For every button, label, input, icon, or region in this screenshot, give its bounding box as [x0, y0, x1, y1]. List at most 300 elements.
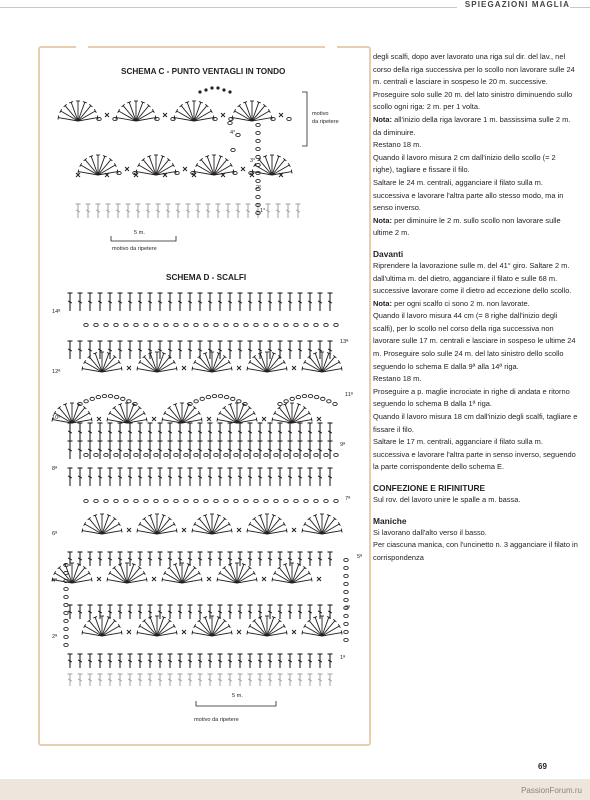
stitch-symbol [298, 441, 303, 459]
chain-symbol [97, 117, 101, 120]
stitch-symbol [288, 674, 293, 686]
fan-stitch [315, 515, 322, 534]
chain-symbol [204, 499, 208, 502]
stitch-symbol [288, 423, 293, 441]
fan-stitch-top [272, 353, 276, 354]
stitch-symbol [226, 204, 231, 218]
stitch-symbol [68, 293, 73, 311]
chain-symbol [224, 323, 228, 326]
fan-stitch [72, 564, 79, 583]
fan-stitch-top [242, 564, 246, 565]
fan-stitch [212, 617, 219, 636]
chain-symbol [228, 121, 232, 124]
stitch-symbol [98, 468, 103, 486]
fan-stitch [95, 353, 102, 372]
chain-symbol [214, 323, 218, 326]
chain-symbol [155, 117, 159, 120]
stitch-symbol [68, 441, 73, 459]
chain-symbol [244, 453, 248, 456]
chain-symbol [96, 395, 100, 398]
stitch-symbol [168, 605, 173, 619]
stitch-symbol [178, 441, 183, 459]
stitch-symbol [268, 674, 273, 686]
stitch-symbol [128, 441, 133, 459]
stitch-symbol [128, 605, 133, 619]
fan-stitch-top [313, 353, 317, 354]
stitch-symbol [198, 674, 203, 686]
fan-stitch-top [78, 170, 79, 174]
stitch-symbol [198, 468, 203, 486]
chain-symbol [233, 171, 237, 174]
fan-stitch-top [256, 578, 257, 582]
fan-stitch [95, 515, 102, 534]
chain-symbol [256, 179, 260, 182]
fan-stitch-top [176, 367, 177, 371]
fan-stitch-top [313, 515, 317, 516]
fan-stitch-top [91, 418, 92, 422]
stitch-symbol [228, 293, 233, 311]
fan-stitch [71, 102, 78, 121]
note-label: Nota: [373, 114, 393, 124]
stitch-symbol [128, 654, 133, 668]
stitch-symbol [238, 423, 243, 441]
fan-stitch [267, 617, 274, 636]
stitch-symbol [158, 468, 163, 486]
paragraph: Quando il lavoro misura 18 cm dall'inizio degli scalfi, tagliare e fissare il filo. [373, 412, 578, 434]
stitch-symbol [158, 552, 163, 566]
stitch-symbol [318, 552, 323, 566]
fan-stitch-top [69, 102, 73, 103]
chain-symbol [264, 323, 268, 326]
fan-stitch [205, 617, 212, 636]
stitch-symbol [118, 423, 123, 441]
stitch-symbol [158, 341, 163, 359]
stitch-symbol [228, 674, 233, 686]
chain-symbol [144, 323, 148, 326]
fan-stitch-top [93, 515, 97, 516]
fan-stitch-top [313, 617, 317, 618]
bold-dot [204, 88, 207, 91]
chain-symbol [304, 453, 308, 456]
stitch-symbol [88, 423, 93, 441]
fan-stitch-top [137, 631, 138, 635]
chain-symbol [321, 397, 325, 400]
fan-stitch [285, 404, 292, 423]
stitch-symbol [308, 423, 313, 441]
stitch-symbol [298, 674, 303, 686]
chain-symbol [164, 453, 168, 456]
single-crochet-symbol [292, 528, 296, 532]
chain-symbol [121, 397, 125, 400]
fan-stitch-top [286, 367, 287, 371]
chain-symbol [114, 453, 118, 456]
stitch-symbol [78, 293, 83, 311]
stitch-symbol [268, 605, 273, 619]
stitch-symbol [218, 552, 223, 566]
fan-stitch [127, 404, 134, 423]
stitch-symbol [158, 293, 163, 311]
fan-stitch [129, 102, 136, 121]
fan-stitch [292, 564, 299, 583]
chain-symbol [84, 323, 88, 326]
stitch-symbol [228, 441, 233, 459]
fan-stitch-top [272, 578, 273, 582]
chain-symbol [344, 638, 348, 641]
stitch-symbol [188, 605, 193, 619]
stitch-symbol [176, 204, 181, 218]
fan-stitch [230, 404, 237, 423]
paragraph: Restano 18 m. [373, 140, 422, 150]
stitch-symbol [158, 441, 163, 459]
chain-symbol [256, 155, 260, 158]
watermark: PassionForum.ru [521, 786, 582, 795]
stitch-symbol [198, 441, 203, 459]
fan-stitch-top [341, 367, 342, 371]
note-text: per diminuire le 2 m. sullo scollo non lavorare sulle ultime 2 m. [373, 215, 561, 238]
chain-symbol [308, 395, 312, 398]
stitch-symbol [178, 468, 183, 486]
row-label: 4° [230, 130, 236, 136]
stitch-symbol [178, 341, 183, 359]
fan-stitch-top [302, 367, 303, 371]
fan-stitch-top [263, 156, 267, 157]
stitch-symbol [258, 441, 263, 459]
stitch-symbol [278, 654, 283, 668]
stitch-symbol [218, 341, 223, 359]
schema-c-title: SCHEMA C - PUNTO VENTAGLI IN TONDO [121, 67, 286, 76]
chain-symbol [194, 499, 198, 502]
fan-stitch [150, 353, 157, 372]
stitch-symbol [78, 341, 83, 359]
stitch-symbol [168, 423, 173, 441]
stitch-symbol [148, 441, 153, 459]
single-crochet-symbol [292, 630, 296, 634]
chain-symbol [344, 598, 348, 601]
stitch-symbol [278, 441, 283, 459]
fan-stitch [102, 515, 109, 534]
stitch-symbol [308, 468, 313, 486]
row-label-left: 12ª [52, 369, 61, 375]
repeat-bracket [302, 92, 307, 146]
stitch-symbol [248, 468, 253, 486]
row-label-right: 9ª [340, 442, 346, 448]
fan-stitch [205, 353, 212, 372]
stitch-symbol [268, 552, 273, 566]
chain-symbol [274, 499, 278, 502]
chain-symbol [174, 323, 178, 326]
confezione-heading: CONFEZIONE E RIFINITURE [373, 483, 486, 493]
fan-stitch-top [231, 367, 232, 371]
chain-symbol [114, 323, 118, 326]
stitch-symbol [138, 341, 143, 359]
stitch-symbol [148, 468, 153, 486]
stitch-symbol [98, 441, 103, 459]
stitch-symbol [128, 293, 133, 311]
fan-stitch-top [243, 102, 247, 103]
single-crochet-symbol [97, 577, 101, 581]
row-label-right: 7ª [345, 496, 351, 502]
fan-stitch [102, 353, 109, 372]
chain-symbol [333, 402, 337, 405]
chain-symbol [214, 453, 218, 456]
single-crochet-symbol [127, 630, 131, 634]
stitch-symbol [148, 423, 153, 441]
stitch-symbol [238, 341, 243, 359]
stitch-symbol [178, 423, 183, 441]
chain-symbol [94, 453, 98, 456]
chain-symbol [264, 499, 268, 502]
chain-symbol [113, 117, 117, 120]
stitch-symbol [186, 204, 191, 218]
fan-stitch [322, 515, 329, 534]
stitch-symbol [128, 674, 133, 686]
chain-symbol [218, 395, 222, 398]
stitch-symbol [268, 423, 273, 441]
stitch-symbol [138, 468, 143, 486]
stitch-symbol [328, 341, 333, 359]
chain-symbol [108, 395, 112, 398]
fan-stitch-top [162, 515, 166, 516]
stitch-symbol [288, 605, 293, 619]
chain-symbol [64, 619, 68, 622]
fan-stitch-top [327, 515, 331, 516]
stitch-symbol [88, 654, 93, 668]
stitch-symbol [88, 552, 93, 566]
stitch-symbol [236, 204, 241, 218]
stitch-symbol [188, 341, 193, 359]
stitch-symbol [88, 674, 93, 686]
chain-symbol [117, 171, 121, 174]
chain-symbol [194, 400, 198, 403]
fan-stitch [230, 564, 237, 583]
fan-stitch [187, 102, 194, 121]
stitch-symbol [298, 341, 303, 359]
fan-stitch [157, 515, 164, 534]
fan-stitch [175, 404, 182, 423]
chain-symbol [237, 400, 241, 403]
stitch-symbol [68, 341, 73, 359]
paragraph: Saltare le 24 m. centrali, agganciare il filato sulla m. successiva e lavorare l'altra parte allo stesso modo, ma in senso inverso. [373, 177, 564, 213]
stitch-symbol [238, 293, 243, 311]
chain-symbol [84, 499, 88, 502]
fan-stitch [157, 617, 164, 636]
stitch-symbol [168, 674, 173, 686]
scale-bar [111, 236, 176, 241]
note-label: Nota: [373, 298, 393, 308]
paragraph: degli scalfi, dopo aver lavorato una riga sul dir. del lav., nel corso della riga successiva per lo scollo non lavorare sulle 24 m. centrali e lasciare in sospeso le 20 m. successive. Proseguire solo sulle 20 m. del lato sinistro diminuendo sullo scollo ogni riga: 2 m. per 1 volta. [373, 52, 575, 112]
chain-symbol [175, 171, 179, 174]
stitch-symbol [108, 674, 113, 686]
stitch-symbol [196, 204, 201, 218]
stitch-symbol [248, 341, 253, 359]
chain-symbol [254, 453, 258, 456]
chain-symbol [314, 453, 318, 456]
chain-symbol [104, 453, 108, 456]
stitch-symbol [168, 468, 173, 486]
stitch-symbol [298, 654, 303, 668]
single-crochet-symbol [292, 366, 296, 370]
chain-symbol [164, 499, 168, 502]
stitch-symbol [328, 468, 333, 486]
stitch-symbol [258, 423, 263, 441]
chain-symbol [231, 397, 235, 400]
chain-symbol [200, 397, 204, 400]
fan-stitch [156, 156, 163, 175]
stitch-symbol [238, 674, 243, 686]
fan-stitch-top [203, 353, 207, 354]
chain-symbol [124, 499, 128, 502]
stitch-symbol [258, 654, 263, 668]
fan-stitch [120, 404, 127, 423]
stitch-symbol [246, 204, 251, 218]
chain-symbol [224, 395, 228, 398]
stitch-symbol [98, 674, 103, 686]
stitch-symbol [188, 423, 193, 441]
fan-stitch-top [173, 564, 177, 565]
chain-symbol [144, 453, 148, 456]
stitch-symbol [178, 293, 183, 311]
stitch-symbol [188, 293, 193, 311]
stitch-symbol [128, 552, 133, 566]
fan-stitch-top [146, 418, 147, 422]
chain-symbol [234, 453, 238, 456]
stitch-symbol [98, 423, 103, 441]
chain-symbol [134, 323, 138, 326]
stitch-symbol [128, 468, 133, 486]
fan-stitch-top [141, 102, 145, 103]
fan-stitch-top [63, 404, 67, 405]
chain-symbol [224, 453, 228, 456]
chain-symbol [344, 574, 348, 577]
chain-symbol [204, 323, 208, 326]
fan-stitch-top [217, 418, 218, 422]
page-number: 69 [538, 762, 547, 771]
fan-stitch [182, 564, 189, 583]
fan-stitch-top [127, 102, 131, 103]
stitch-symbol [148, 674, 153, 686]
single-crochet-symbol [279, 113, 283, 117]
stitch-symbol [108, 423, 113, 441]
stitch-symbol [328, 654, 333, 668]
stitch-symbol [166, 204, 171, 218]
stitch-symbol [88, 605, 93, 619]
stitch-symbol [238, 441, 243, 459]
stitch-symbol [188, 654, 193, 668]
stitch-symbol [278, 552, 283, 566]
fan-stitch [127, 564, 134, 583]
chain-symbol [204, 453, 208, 456]
stitch-symbol [88, 441, 93, 459]
stitch-symbol [288, 293, 293, 311]
note [373, 298, 578, 311]
fan-stitch-top [192, 631, 193, 635]
stitch-symbol [286, 204, 291, 218]
schema-d-caption: motivo da ripetere [194, 717, 239, 723]
stitch-symbol [308, 293, 313, 311]
fan-stitch-top [162, 353, 166, 354]
note [373, 215, 578, 240]
bold-dot [210, 86, 213, 89]
stitch-symbol [78, 468, 83, 486]
fan-stitch-top [286, 631, 287, 635]
fan-stitch-top [93, 353, 97, 354]
chain-symbol [64, 643, 68, 646]
stitch-symbol [228, 423, 233, 441]
fan-stitch-top [203, 617, 207, 618]
stitch-symbol [138, 654, 143, 668]
single-crochet-symbol [125, 167, 129, 171]
fan-stitch-top [199, 102, 203, 103]
stitch-symbol [116, 204, 121, 218]
fan-stitch-top [205, 156, 209, 157]
stitch-symbol [278, 468, 283, 486]
stitch-symbol [248, 674, 253, 686]
stitch-symbol [148, 293, 153, 311]
stitch-symbol [288, 441, 293, 459]
stitch-symbol [136, 204, 141, 218]
chain-symbol [344, 590, 348, 593]
stitch-symbol [308, 605, 313, 619]
stitch-symbol [78, 441, 83, 459]
stitch-symbol [158, 674, 163, 686]
fan-stitch [149, 156, 156, 175]
note [373, 114, 578, 139]
stitch-symbol [168, 293, 173, 311]
stitch-symbol [148, 552, 153, 566]
chain-symbol [284, 453, 288, 456]
fan-stitch [285, 564, 292, 583]
chain-symbol [144, 499, 148, 502]
stitch-symbol [278, 293, 283, 311]
chain-symbol [114, 395, 118, 398]
row-label-right: 1ª [340, 655, 346, 661]
stitch-symbol [208, 654, 213, 668]
stitch-symbol [208, 293, 213, 311]
fan-stitch-top [286, 529, 287, 533]
fan-stitch-top [93, 617, 97, 618]
stitch-symbol [198, 293, 203, 311]
fan-stitch-top [291, 170, 292, 174]
fan-stitch [315, 353, 322, 372]
schema-c-caption: motivo da ripetere [112, 246, 157, 252]
fan-stitch [205, 515, 212, 534]
stitch-symbol [158, 654, 163, 668]
stitch-symbol [118, 293, 123, 311]
chain-symbol [344, 614, 348, 617]
chain-symbol [344, 582, 348, 585]
paragraph: Riprendere la lavorazione sulle m. del 41° giro. Saltare 2 m. dall'ultima m. del dietro, agganciare il filato e sulle 68 m. successive lavorare come il dietro ad eccezione dello scollo. [373, 260, 572, 296]
stitch-symbol [78, 674, 83, 686]
row-label: 1° [260, 208, 266, 214]
stitch-symbol [88, 293, 93, 311]
chain-symbol [256, 131, 260, 134]
chain-symbol [64, 635, 68, 638]
stitch-symbol [206, 204, 211, 218]
fan-stitch-top [283, 564, 287, 565]
row-label-left: 2ª [52, 634, 58, 640]
stitch-symbol [208, 552, 213, 566]
chain-symbol [206, 395, 210, 398]
schema-c-scale-label: 5 m. [134, 230, 145, 236]
chain-symbol [324, 453, 328, 456]
fan-stitch-top [176, 529, 177, 533]
chain-symbol [274, 453, 278, 456]
stitch-symbol [148, 654, 153, 668]
stitch-symbol [68, 674, 73, 686]
stitch-symbol [168, 552, 173, 566]
stitch-symbol [86, 204, 91, 218]
row-label-left: 10ª [52, 415, 61, 421]
